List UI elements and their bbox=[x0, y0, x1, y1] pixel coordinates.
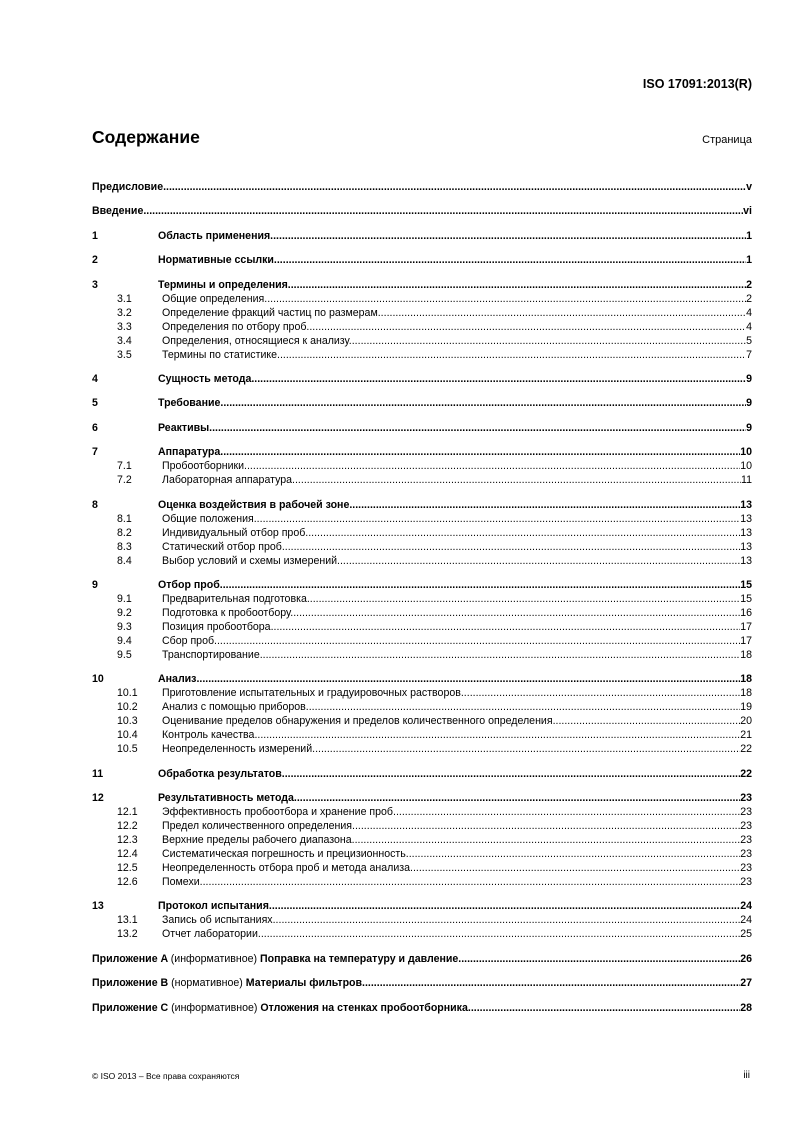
toc-entry-number: 9.2 bbox=[117, 606, 132, 619]
toc-entry-page: 10 bbox=[740, 460, 752, 473]
toc-entry-title bbox=[162, 473, 741, 487]
toc-entry-title-text: Систематическая погрешность и прецизионность bbox=[162, 848, 406, 861]
toc-entry[interactable] bbox=[92, 348, 752, 362]
toc-entry-title-text: Транспортирование bbox=[162, 648, 260, 661]
toc-entry-title-text: Требование bbox=[158, 397, 221, 410]
toc-entry[interactable] bbox=[92, 875, 752, 889]
toc-entry[interactable] bbox=[92, 445, 752, 459]
toc-entry-title bbox=[162, 819, 740, 833]
toc-entry-title bbox=[158, 899, 740, 913]
toc-annex-page: 26 bbox=[740, 952, 752, 965]
toc-entry-title-text: Реактивы bbox=[158, 421, 210, 434]
toc-entry-number: 8.2 bbox=[117, 526, 132, 539]
toc-entry-title bbox=[162, 634, 740, 648]
toc-entry[interactable] bbox=[92, 526, 752, 540]
annex-title-text: Материалы фильтров bbox=[245, 977, 363, 990]
toc-entry[interactable] bbox=[92, 253, 752, 267]
toc-entry-number: 12.5 bbox=[117, 862, 138, 875]
toc-entry-title bbox=[162, 728, 740, 742]
toc-entry-title-text: Термины и определения bbox=[158, 278, 288, 291]
toc-entry-title bbox=[162, 554, 740, 568]
toc-entry-title-text: Анализ с помощью приборов bbox=[162, 701, 306, 714]
toc-entry[interactable] bbox=[92, 861, 752, 875]
toc-entry-title bbox=[162, 847, 740, 861]
toc-entry-page: 23 bbox=[740, 820, 752, 833]
toc-entry-title bbox=[162, 320, 746, 334]
toc-entry[interactable] bbox=[92, 805, 752, 819]
toc-annex-title bbox=[92, 1001, 740, 1015]
toc-entry[interactable] bbox=[92, 278, 752, 292]
toc-entry[interactable] bbox=[92, 913, 752, 927]
toc-annex-page: 27 bbox=[740, 977, 752, 990]
toc-entry-title-text: Оценка воздействия в рабочей зоне bbox=[158, 498, 350, 511]
toc-entry[interactable] bbox=[92, 334, 752, 348]
toc-entry-title bbox=[158, 372, 746, 386]
toc-entry[interactable] bbox=[92, 620, 752, 634]
toc-entry-title-text: Определения по отбору проб bbox=[162, 320, 307, 333]
toc-entry-page: 4 bbox=[746, 320, 752, 333]
toc-entry-page: 5 bbox=[746, 334, 752, 347]
toc-entry[interactable] bbox=[92, 700, 752, 714]
toc-annex-page: 28 bbox=[740, 1001, 752, 1014]
toc-entry-page: 24 bbox=[740, 914, 752, 927]
toc-entry-title bbox=[162, 805, 740, 819]
toc-entry-title-text: Отбор проб bbox=[158, 578, 220, 591]
toc-entry[interactable] bbox=[92, 714, 752, 728]
toc-entry[interactable] bbox=[92, 634, 752, 648]
toc-entry-page: 9 bbox=[746, 372, 752, 385]
toc-entry-page: 13 bbox=[740, 540, 752, 553]
toc-entry-title-text: Аппаратура bbox=[158, 446, 221, 459]
toc-annex-title bbox=[92, 952, 740, 966]
toc-entry-title bbox=[158, 253, 746, 267]
toc-entry-title-text: Сущность метода bbox=[158, 372, 252, 385]
toc-entry-page: 19 bbox=[740, 701, 752, 714]
toc-entry[interactable] bbox=[92, 592, 752, 606]
toc-entry[interactable] bbox=[92, 459, 752, 473]
toc-entry-number: 12.2 bbox=[117, 820, 138, 833]
toc-entry-number: 10.5 bbox=[117, 743, 138, 756]
toc-entry-title bbox=[158, 445, 740, 459]
toc-entry[interactable] bbox=[92, 473, 752, 487]
toc-entry-title bbox=[162, 526, 740, 540]
toc-entry[interactable] bbox=[92, 927, 752, 941]
toc-entry[interactable] bbox=[92, 742, 752, 756]
toc-entry-number: 6 bbox=[92, 421, 98, 434]
toc-entry[interactable] bbox=[92, 672, 752, 686]
toc-entry-title-text: Статический отбор проб bbox=[162, 540, 282, 553]
toc-entry-page: 13 bbox=[740, 512, 752, 525]
toc-entry-page: 23 bbox=[740, 862, 752, 875]
document-id-header: ISO 17091:2013(R) bbox=[642, 77, 752, 91]
toc-entry-number: 3 bbox=[92, 278, 98, 291]
toc-entry-title bbox=[162, 592, 740, 606]
toc-entry-title bbox=[158, 278, 746, 292]
toc-entry[interactable] bbox=[92, 847, 752, 861]
toc-entry-title bbox=[162, 512, 740, 526]
toc-entry[interactable] bbox=[92, 833, 752, 847]
toc-entry-title bbox=[158, 229, 746, 243]
toc-title: Содержание bbox=[92, 127, 200, 147]
toc-entry-title bbox=[158, 578, 740, 592]
toc-entry-number: 3.1 bbox=[117, 292, 132, 305]
toc-entry-number: 10.3 bbox=[117, 715, 138, 728]
toc-entry[interactable] bbox=[92, 421, 752, 435]
toc-entry-page: 15 bbox=[740, 578, 752, 591]
toc-entry-page: 9 bbox=[746, 397, 752, 410]
toc-entry-page: 18 bbox=[740, 687, 752, 700]
toc-entry[interactable] bbox=[92, 767, 752, 781]
toc-annex-title bbox=[92, 976, 740, 990]
toc-entry-title-text: Подготовка к пробоотбору bbox=[162, 606, 291, 619]
toc-entry[interactable] bbox=[92, 578, 752, 592]
toc-entry-title bbox=[162, 348, 746, 362]
toc-entry-page: 15 bbox=[740, 592, 752, 605]
toc-entry-page: 13 bbox=[740, 554, 752, 567]
toc-entry-title-text: Приготовление испытательных и градуировочных растворов bbox=[162, 687, 461, 700]
toc-entry-title bbox=[158, 498, 740, 512]
toc-entry-title-text: Предел количественного определения bbox=[162, 820, 353, 833]
toc-entry-title bbox=[158, 421, 746, 435]
toc-entry[interactable] bbox=[92, 819, 752, 833]
toc-entry-title bbox=[162, 648, 740, 662]
toc-entry-title bbox=[162, 861, 740, 875]
toc-entry-page: vi bbox=[743, 205, 752, 218]
toc-entry-page: 11 bbox=[741, 474, 752, 487]
annex-label: Приложение A bbox=[92, 952, 168, 965]
toc-entry-page: 20 bbox=[740, 715, 752, 728]
toc-entry-page: 10 bbox=[740, 446, 752, 459]
toc-entry-title bbox=[162, 459, 740, 473]
toc-entry-title-text: Лабораторная аппаратура bbox=[162, 474, 293, 487]
annex-kind: (информативное) bbox=[171, 1001, 258, 1014]
toc-entry-number: 11 bbox=[92, 767, 104, 780]
toc-entry-number: 3.4 bbox=[117, 334, 132, 347]
toc-entry[interactable] bbox=[92, 306, 752, 320]
toc-entry-title-text: Оценивание пределов обнаружения и пределов количественного определения bbox=[162, 715, 553, 728]
toc-entry-title-text: Общие определения bbox=[162, 292, 265, 305]
toc-entry-title-text: Запись об испытаниях bbox=[162, 914, 273, 927]
toc-entry-title bbox=[162, 292, 746, 306]
toc-entry-number: 7 bbox=[92, 446, 98, 459]
toc-entry-title-text: Сбор проб bbox=[162, 634, 215, 647]
toc-entry-number: 4 bbox=[92, 372, 98, 385]
toc-entry-number: 10.4 bbox=[117, 729, 138, 742]
toc-entry-title bbox=[92, 204, 743, 218]
toc-entry-number: 12.3 bbox=[117, 834, 138, 847]
toc-entry[interactable] bbox=[92, 540, 752, 554]
toc-entry-title bbox=[162, 913, 740, 927]
toc-entry-title-text: Предисловие bbox=[92, 181, 164, 193]
toc-entry[interactable] bbox=[92, 899, 752, 913]
toc-entry-title-text: Определения, относящиеся к анализу bbox=[162, 334, 349, 347]
toc-entry-number: 1 bbox=[92, 229, 98, 242]
toc-entry-page: 18 bbox=[740, 673, 752, 686]
toc-entry-title-text: Позиция пробоотбора bbox=[162, 620, 271, 633]
toc-entry-page: 18 bbox=[740, 648, 752, 661]
toc-entry-title-text: Выбор условий и схемы измерений bbox=[162, 554, 338, 567]
toc-entry[interactable] bbox=[92, 648, 752, 662]
toc-entry-page: 23 bbox=[740, 834, 752, 847]
toc-entry-number: 9.1 bbox=[117, 592, 132, 605]
toc-entry[interactable] bbox=[92, 180, 752, 194]
toc-entry-page: 16 bbox=[740, 606, 752, 619]
toc-entry[interactable] bbox=[92, 686, 752, 700]
toc-entry-title-text: Определение фракций частиц по размерам bbox=[162, 306, 378, 319]
footer-page-number: iii bbox=[743, 1070, 750, 1081]
toc-entry-title-text: Помехи bbox=[162, 876, 200, 889]
annex-title-text: Отложения на стенках пробоотборника bbox=[260, 1001, 468, 1014]
toc-entry-number: 3.3 bbox=[117, 320, 132, 333]
toc-entry-title bbox=[162, 875, 740, 889]
toc-entry[interactable] bbox=[92, 498, 752, 512]
toc-entry-page: 1 bbox=[746, 229, 752, 242]
toc-entry-page: 22 bbox=[740, 743, 752, 756]
toc-entry-number: 3.5 bbox=[117, 348, 132, 361]
toc-entry-number: 12.6 bbox=[117, 876, 138, 889]
toc-entry-number: 8.4 bbox=[117, 554, 132, 567]
toc-entry-number: 9.3 bbox=[117, 620, 132, 633]
toc-entry-title bbox=[162, 540, 740, 554]
toc-entry-number: 7.2 bbox=[117, 474, 132, 487]
toc-entry-title-text: Термины по статистике bbox=[162, 348, 278, 361]
toc-entry-number: 3.2 bbox=[117, 306, 132, 319]
toc-entry-number: 10 bbox=[92, 673, 104, 686]
toc-entry-number: 12.1 bbox=[117, 806, 138, 819]
toc-entry-page: 17 bbox=[740, 620, 752, 633]
toc-entry-title bbox=[162, 927, 740, 941]
toc-entry-number: 13 bbox=[92, 900, 104, 913]
toc-entry-title-text: Верхние пределы рабочего диапазона bbox=[162, 834, 352, 847]
toc-entry-title bbox=[158, 396, 746, 410]
toc-entry-number: 2 bbox=[92, 254, 98, 267]
toc-entry-number: 12 bbox=[92, 792, 104, 805]
toc-entry-title bbox=[158, 791, 740, 805]
toc-entry-page: 22 bbox=[740, 767, 752, 780]
toc-entry[interactable] bbox=[92, 791, 752, 805]
toc-entry-title bbox=[162, 686, 740, 700]
toc-entry-page: 25 bbox=[740, 928, 752, 941]
toc-entry[interactable] bbox=[92, 512, 752, 526]
toc-entry[interactable] bbox=[92, 554, 752, 568]
toc-entry-title-text: Эффективность пробоотбора и хранение проб bbox=[162, 806, 393, 819]
toc-entry-title-text: Введение bbox=[92, 205, 144, 218]
toc-entry-number: 13.1 bbox=[117, 914, 138, 927]
toc-entry-title bbox=[162, 700, 740, 714]
toc-entry[interactable] bbox=[92, 606, 752, 620]
toc-entry-number: 8.3 bbox=[117, 540, 132, 553]
toc-entry[interactable] bbox=[92, 396, 752, 410]
toc-annex-entry[interactable] bbox=[92, 952, 752, 966]
toc-entry-number: 13.2 bbox=[117, 928, 138, 941]
annex-kind: (нормативное) bbox=[171, 977, 243, 990]
toc-entry-page: 13 bbox=[740, 526, 752, 539]
toc-entry-title-text: Неопределенность отбора проб и метода анализа bbox=[162, 862, 411, 875]
footer-copyright: © ISO 2013 – Все права сохраняются bbox=[92, 1071, 240, 1081]
toc-entry[interactable] bbox=[92, 204, 752, 218]
annex-kind: (информативное) bbox=[170, 952, 258, 965]
toc-entry-number: 8 bbox=[92, 498, 98, 511]
toc-entry-number: 9.5 bbox=[117, 648, 132, 661]
toc-entry-page: 1 bbox=[746, 254, 752, 267]
toc-entry-page: 23 bbox=[740, 792, 752, 805]
toc-entry[interactable] bbox=[92, 320, 752, 334]
toc-entry-page: 17 bbox=[740, 634, 752, 647]
toc-annex-entry[interactable] bbox=[92, 976, 752, 990]
page-column-label: Страница bbox=[702, 134, 752, 146]
toc-entry-number: 7.1 bbox=[117, 460, 132, 473]
toc-entry-page: 23 bbox=[740, 806, 752, 819]
toc-entry-page: 2 bbox=[746, 292, 752, 305]
toc-entry[interactable] bbox=[92, 292, 752, 306]
toc-entry-title bbox=[158, 767, 740, 781]
toc-entry-title-text: Контроль качества bbox=[162, 729, 255, 742]
toc-entry-title-text: Область применения bbox=[158, 229, 271, 242]
toc-entry-page: 2 bbox=[746, 278, 752, 291]
toc-entry-title bbox=[162, 306, 746, 320]
toc-entry-title bbox=[158, 672, 740, 686]
toc-entry-title bbox=[162, 620, 740, 634]
toc-entry[interactable] bbox=[92, 229, 752, 243]
toc-entry-title-text: Индивидуальный отбор проб bbox=[162, 526, 306, 539]
toc-entry-title bbox=[162, 606, 740, 620]
toc-entry-number: 9 bbox=[92, 578, 98, 591]
toc-entry-page: 24 bbox=[740, 900, 752, 913]
toc-annex-entry[interactable] bbox=[92, 1001, 752, 1015]
toc-entry-page: 21 bbox=[740, 729, 752, 742]
toc-entry-number: 5 bbox=[92, 397, 98, 410]
toc-entry-page: 23 bbox=[740, 848, 752, 861]
toc-entry-title bbox=[162, 714, 740, 728]
toc-entry-page: 4 bbox=[746, 306, 752, 319]
toc-entry-number: 12.4 bbox=[117, 848, 138, 861]
toc-entry[interactable] bbox=[92, 372, 752, 386]
toc-entry-title-text: Общие положения bbox=[162, 512, 254, 525]
toc-entry-title bbox=[92, 180, 746, 194]
annex-label: Приложение B bbox=[92, 977, 169, 990]
toc-entry-title-text: Обработка результатов bbox=[158, 767, 282, 780]
toc-entry-page: 7 bbox=[746, 348, 752, 361]
toc-entry-title-text: Протокол испытания bbox=[158, 900, 269, 913]
toc-entry-title bbox=[162, 334, 746, 348]
toc-entry[interactable] bbox=[92, 728, 752, 742]
toc-entry-title-text: Нормативные ссылки bbox=[158, 254, 274, 267]
toc-entry-page: 23 bbox=[740, 876, 752, 889]
toc-entry-title-text: Неопределенность измерений bbox=[162, 743, 313, 756]
toc-entry-title-text: Анализ bbox=[158, 673, 197, 686]
table-of-contents bbox=[92, 180, 752, 1015]
annex-title-text: Поправка на температуру и давление bbox=[260, 952, 459, 965]
toc-entry-title bbox=[162, 742, 740, 756]
toc-entry-number: 10.2 bbox=[117, 701, 138, 714]
toc-entry-page: v bbox=[746, 181, 752, 193]
toc-entry-page: 13 bbox=[740, 498, 752, 511]
toc-entry-number: 10.1 bbox=[117, 687, 138, 700]
toc-entry-title-text: Результативность метода bbox=[158, 792, 294, 805]
toc-entry-page: 9 bbox=[746, 421, 752, 434]
toc-entry-title-text: Предварительная подготовка bbox=[162, 592, 307, 605]
toc-entry-number: 9.4 bbox=[117, 634, 132, 647]
toc-entry-number: 8.1 bbox=[117, 512, 132, 525]
toc-entry-title-text: Отчет лаборатории bbox=[162, 928, 258, 941]
toc-entry-title-text: Пробоотборники bbox=[162, 460, 245, 473]
toc-entry-title bbox=[162, 833, 740, 847]
annex-label: Приложение C bbox=[92, 1001, 169, 1014]
